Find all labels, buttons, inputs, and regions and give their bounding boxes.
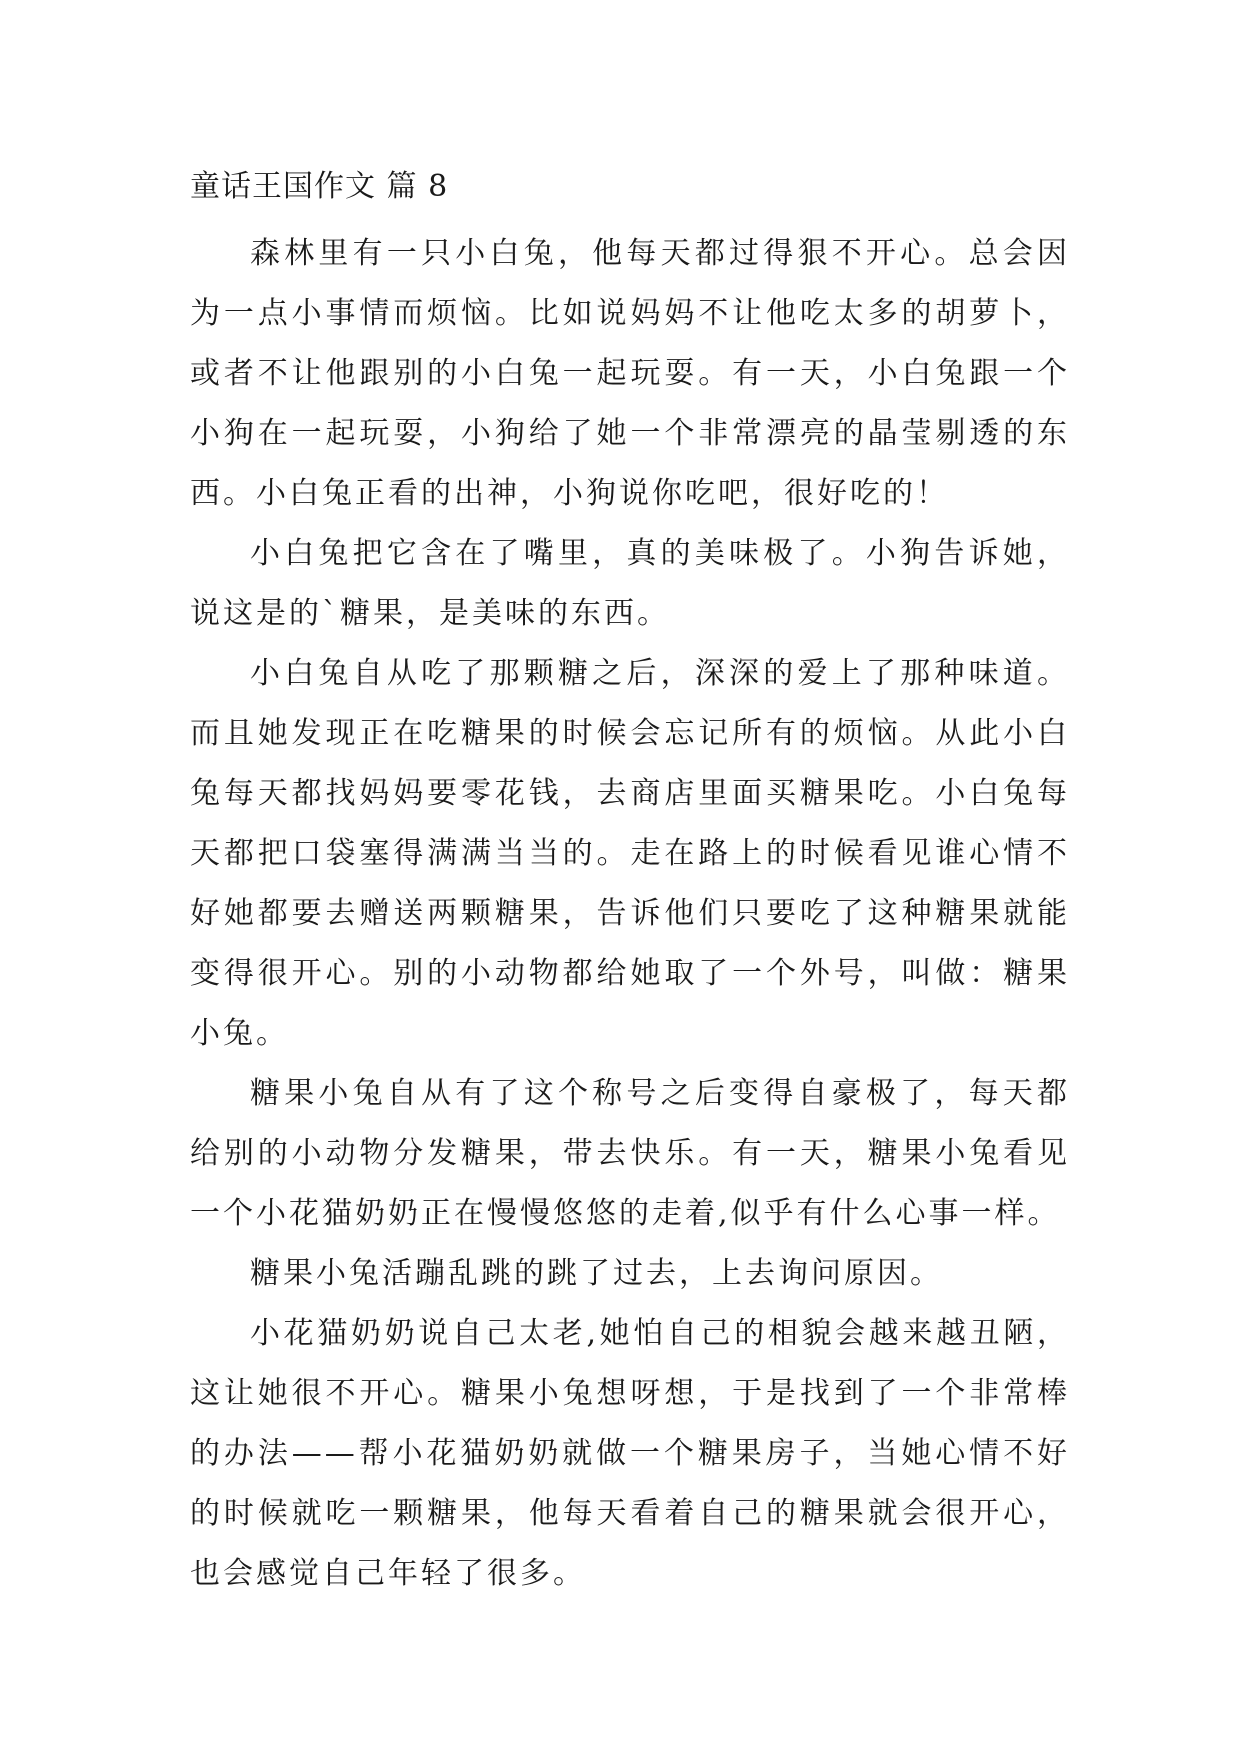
document-title: 童话王国作文 篇 8 [190,169,449,204]
document-body [190,160,1070,1604]
paragraph-1: 森林里有一只小白兔，他每天都过得狠不开心。总会因为一点小事情而烦恼。比如说妈妈不让他吃太多的胡萝卜，或者不让他跟别的小白兔一起玩耍。有一天，小白兔跟一个小狗在一起玩耍，小狗给了她一个非常漂亮的晶莹剔透的东西。小白兔正看的出神，小狗说你吃吧，很好吃的！ [190,236,1070,511]
paragraph-3: 小白兔自从吃了那颗糖之后，深深的爱上了那种味道。而且她发现正在吃糖果的时候会忘记所有的烦恼。从此小白兔每天都找妈妈要零花钱，去商店里面买糖果吃。小白兔每天都把口袋塞得满满当当的。走在路上的时候看见谁心情不好她都要去赠送两颗糖果，告诉他们只要吃了这种糖果就能变得很开心。别的小动物都给她取了一个外号，叫做：糖果小兔。 [190,656,1070,1051]
paragraph-4: 糖果小兔自从有了这个称号之后变得自豪极了，每天都给别的小动物分发糖果，带去快乐。有一天，糖果小兔看见一个小花猫奶奶正在慢慢悠悠的走着,似乎有什么心事一样。 [190,1076,1070,1231]
paragraph-2: 小白兔把它含在了嘴里，真的美味极了。小狗告诉她，说这是的`糖果，是美味的东西。 [190,536,1070,631]
paragraph-5: 糖果小兔活蹦乱跳的跳了过去，上去询问原因。 [250,1256,943,1291]
paragraph-6: 小花猫奶奶说自己太老,她怕自己的相貌会越来越丑陋，这让她很不开心。糖果小兔想呀想，于是找到了一个非常棒的办法——帮小花猫奶奶就做一个糖果房子，当她心情不好的时候就吃一颗糖果，他每天看着自己的糖果就会很开心，也会感觉自己年轻了很多。 [190,1316,1070,1591]
